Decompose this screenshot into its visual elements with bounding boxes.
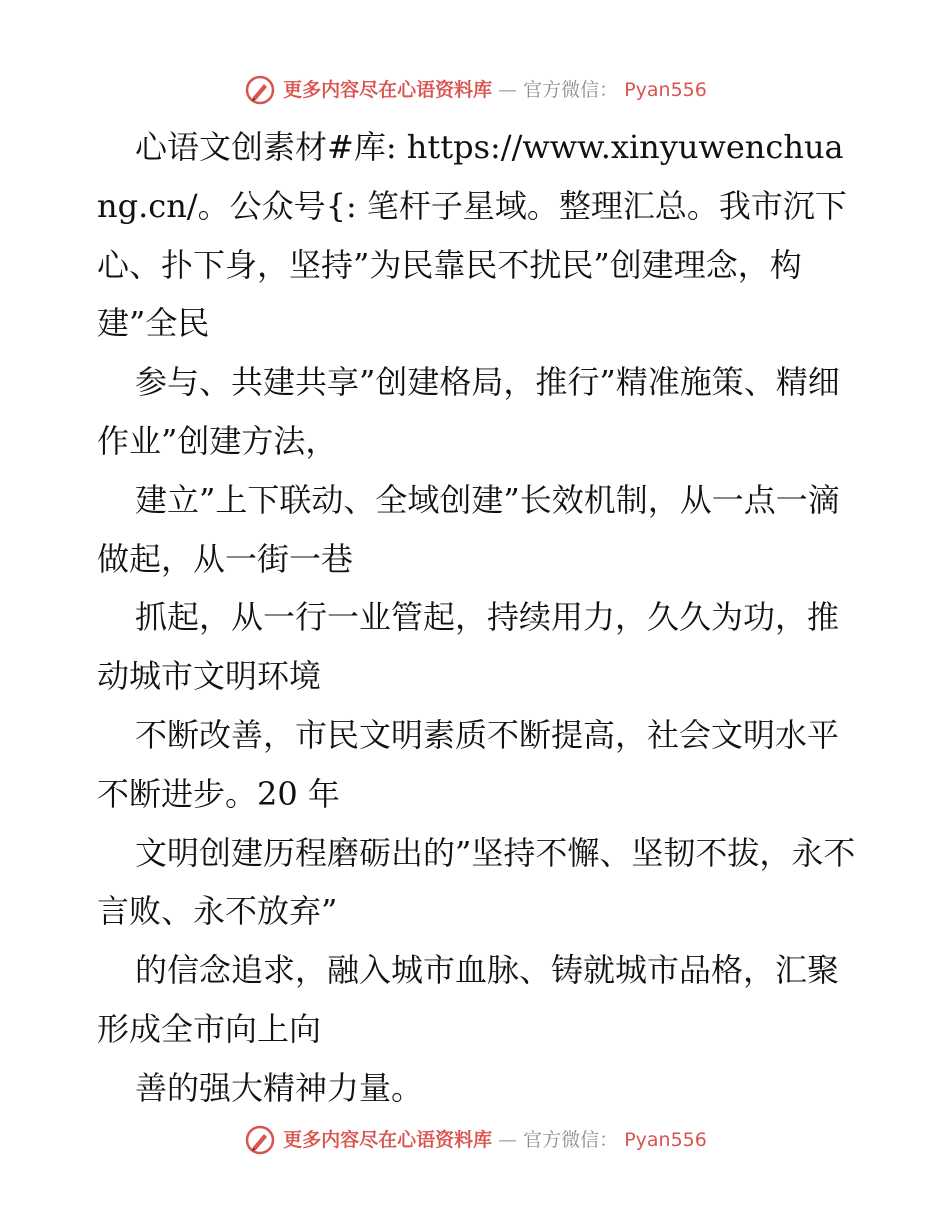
banner-main-text: 更多内容尽在心语资料库 — [283, 78, 493, 101]
banner-wechat-id: Pyan556 — [624, 1128, 707, 1151]
pen-logo-icon — [243, 73, 277, 107]
banner-dash: — — [498, 1128, 518, 1151]
banner-wechat-id: Pyan556 — [624, 78, 707, 101]
paragraph-8: 善的强大精神力量。 — [135, 1068, 424, 1107]
paragraph-7: 的信念追求，融入城市血脉、铸就城市品格，汇聚形成全市向上向 — [97, 951, 840, 1048]
banner-label: 官方微信： — [523, 1128, 619, 1151]
header-banner — [0, 70, 950, 110]
paragraph-4: 抓起，从一行一业管起，持续用力，久久为功，推动城市文明环境 — [97, 598, 840, 696]
document-body — [97, 118, 857, 1118]
paragraph-5: 不断改善，市民文明素质不断提高，社会文明水平不断进步。20 年 — [97, 715, 840, 813]
footer-banner — [0, 1120, 950, 1160]
paragraph-6: 文明创建历程磨砺出的”坚持不懈、坚韧不拔，永不言败、永不放弃” — [97, 833, 856, 931]
paragraph-3: 建立”上下联动、全域创建”长效机制，从一点一滴做起，从一街一巷 — [97, 480, 840, 578]
pen-logo-icon — [243, 1123, 277, 1157]
banner-label: 官方微信： — [523, 78, 619, 101]
paragraph-1: 心语文创素材#库: https://www.xinyuwenchuang.cn/。公众号{: 笔杆子星域。整理汇总。我市沉下心、扑下身，坚持”为民靠民不扰民”创建理念，构建”全民 — [97, 128, 847, 343]
banner-main-text: 更多内容尽在心语资料库 — [283, 1128, 493, 1151]
banner-dash: — — [498, 78, 518, 101]
paragraph-2: 参与、共建共享”创建格局，推行”精准施策、精细作业”创建方法， — [97, 363, 840, 460]
